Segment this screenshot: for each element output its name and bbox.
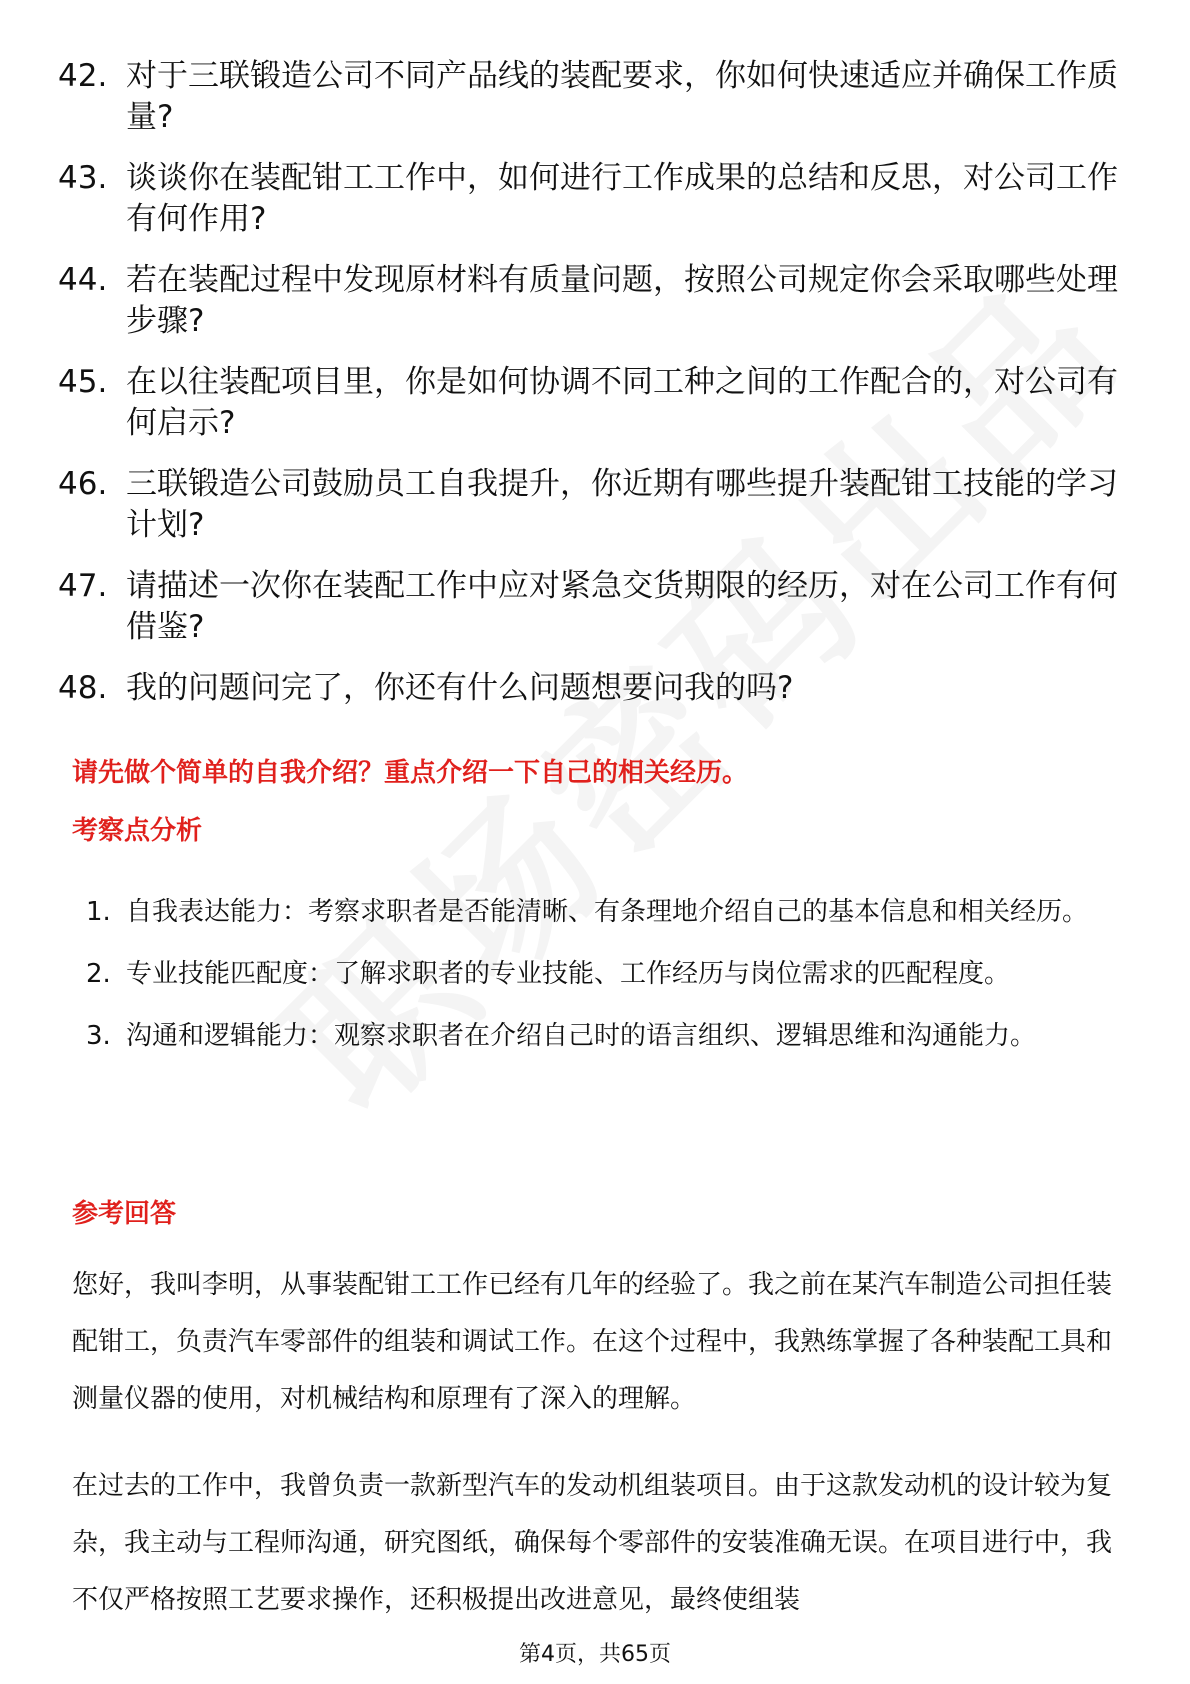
question-number: 45. xyxy=(58,364,108,400)
question-number: 46. xyxy=(58,466,108,502)
question-item xyxy=(58,566,1138,648)
question-number: 47. xyxy=(58,568,108,604)
question-text: 对于三联锻造公司不同产品线的装配要求，你如何快速适应并确保工作质量? xyxy=(126,58,1118,135)
answer-paragraph: 在过去的工作中，我曾负责一款新型汽车的发动机组装项目。由于这款发动机的设计较为复杂，我主动与工程师沟通，研究图纸，确保每个零部件的安装准确无误。在项目进行中，我不仅严格按照工艺要求操作，还积极提出改进意见，最终使组装 xyxy=(72,1471,1113,1615)
question-text: 我的问题问完了，你还有什么问题想要问我的吗? xyxy=(126,670,794,706)
question-number: 43. xyxy=(58,160,108,196)
question-number: 42. xyxy=(58,58,108,94)
analysis-list xyxy=(86,884,1126,1070)
analysis-number: 1. xyxy=(86,897,111,927)
question-item xyxy=(58,158,1138,240)
question-text: 请描述一次你在装配工作中应对紧急交货期限的经历，对在公司工作有何借鉴? xyxy=(126,568,1118,645)
analysis-text: 自我表达能力：考察求职者是否能清晰、有条理地介绍自己的基本信息和相关经历。 xyxy=(126,897,1089,927)
analysis-item xyxy=(86,946,1126,1002)
question-text: 在以往装配项目里，你是如何协调不同工种之间的工作配合的，对公司有何启示? xyxy=(126,364,1118,441)
analysis-text: 专业技能匹配度：了解求职者的专业技能、工作经历与岗位需求的匹配程度。 xyxy=(126,959,1011,989)
page-footer: 第4页，共65页 xyxy=(519,1642,671,1667)
question-item xyxy=(58,668,1138,709)
question-text: 谈谈你在装配钳工工作中，如何进行工作成果的总结和反思，对公司工作有何作用? xyxy=(126,160,1118,237)
question-number: 48. xyxy=(58,670,108,706)
question-item xyxy=(58,260,1138,342)
answer-paragraph: 您好，我叫李明，从事装配钳工工作已经有几年的经验了。我之前在某汽车制造公司担任装配钳工，负责汽车零部件的组装和调试工作。在这个过程中，我熟练掌握了各种装配工具和测量仪器的使用，对机械结构和原理有了深入的理解。 xyxy=(72,1270,1113,1414)
analysis-number: 3. xyxy=(86,1021,111,1051)
question-text: 三联锻造公司鼓励员工自我提升，你近期有哪些提升装配钳工技能的学习计划? xyxy=(126,466,1118,543)
question-item xyxy=(58,56,1138,138)
analysis-text: 沟通和逻辑能力：观察求职者在介绍自己时的语言组织、逻辑思维和沟通能力。 xyxy=(126,1021,1037,1051)
question-item xyxy=(58,362,1138,444)
question-list xyxy=(58,56,1138,729)
analysis-number: 2. xyxy=(86,959,111,989)
analysis-item xyxy=(86,1008,1126,1064)
question-item xyxy=(58,464,1138,546)
question-number: 44. xyxy=(58,262,108,298)
question-text: 若在装配过程中发现原材料有质量问题，按照公司规定你会采取哪些处理步骤? xyxy=(126,262,1118,339)
question-title: 请先做个简单的自我介绍？重点介绍一下自己的相关经历。 xyxy=(72,758,749,788)
analysis-heading: 考察点分析 xyxy=(72,816,203,846)
answer-heading: 参考回答 xyxy=(72,1199,177,1229)
analysis-item xyxy=(86,884,1126,940)
